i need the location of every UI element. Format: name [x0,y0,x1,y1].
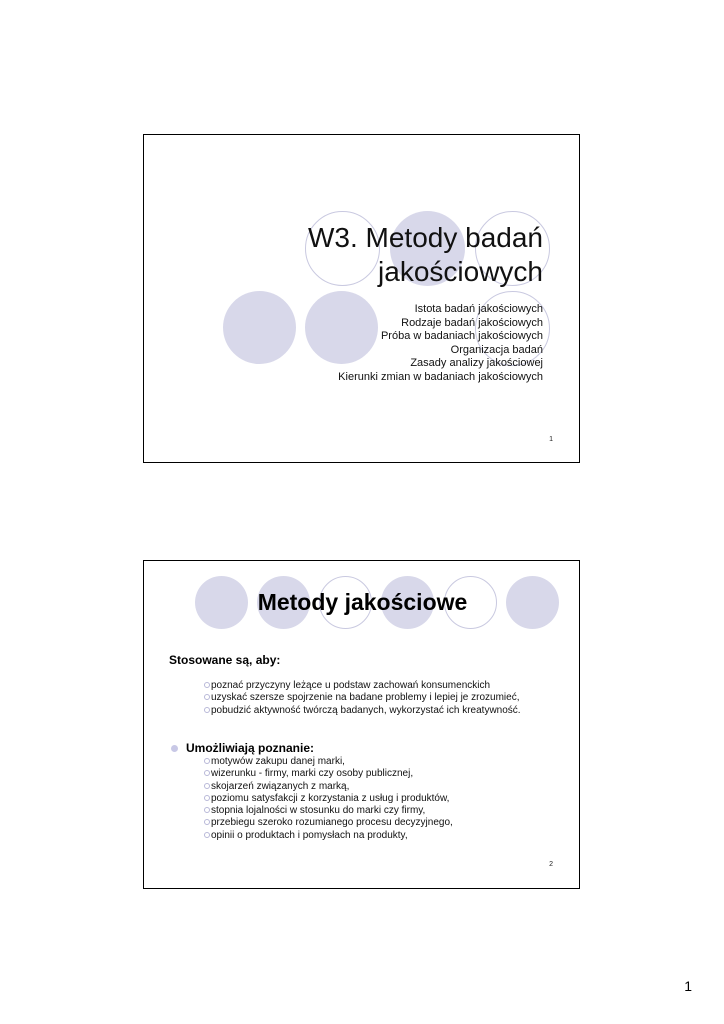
ring-bullet-icon [204,758,210,764]
ring-bullet-icon [204,707,210,713]
list-item: skojarzeń związanych z marką, [204,781,453,793]
list-item: wizerunku - firmy, marki czy osoby publicznej, [204,768,453,780]
slide-number: 2 [549,861,553,868]
ring-bullet-icon [204,795,210,801]
slide-1 [143,134,580,463]
list-item: pobudzić aktywność twórczą badanych, wykorzystać ich kreatywność. [204,705,521,717]
slide-title-line-2: jakościowych [378,256,543,287]
list-item: poziomu satysfakcji z korzystania z usług i produktów, [204,793,453,805]
ring-bullet-icon [204,819,210,825]
slide-title-line-1: W3. Metody badań [307,222,543,253]
list-item: motywów zakupu danej marki, [204,756,453,768]
purpose-list [204,680,521,717]
topic-item: Zasady analizy jakościowej [410,357,543,370]
slide-title [308,221,543,289]
page-number: 1 [684,978,692,994]
decorative-circle [223,291,296,364]
list-item: opinii o produktach i pomysłach na produkty, [204,830,453,842]
ring-bullet-icon [204,694,210,700]
list-item: przebiegu szeroko rozumianego procesu decyzyjnego, [204,817,453,829]
topic-item: Istota badań jakościowych [414,303,543,315]
list-item: poznać przyczyny leżące u podstaw zachowań konsumenckich [204,680,521,692]
topic-item: Rodzaje badań jakościowych [401,316,543,329]
ring-bullet-icon [204,770,210,776]
slide-number: 1 [549,436,553,443]
topic-item: Próba w badaniach jakościowych [380,330,543,343]
filled-dot-icon [171,745,178,752]
slide-2 [143,560,580,889]
ring-bullet-icon [204,807,210,813]
ring-bullet-icon [204,682,210,688]
ring-bullet-icon [204,832,210,838]
section-heading: Umożliwiają poznanie: [186,741,315,755]
section-heading: Stosowane są, aby: [169,653,281,667]
ring-bullet-icon [204,783,210,789]
slide-title: Metody jakościowe [257,589,468,615]
list-item: stopnia lojalności w stosunku do marki czy firmy, [204,805,453,817]
knowledge-list [204,756,453,842]
list-item: uzyskać szersze spojrzenie na badane problemy i lepiej je zrozumieć, [204,692,521,704]
topic-list [338,303,543,385]
topic-item: Kierunki zmian w badaniach jakościowych [338,370,543,383]
topic-item: Organizacja badań [450,343,543,356]
